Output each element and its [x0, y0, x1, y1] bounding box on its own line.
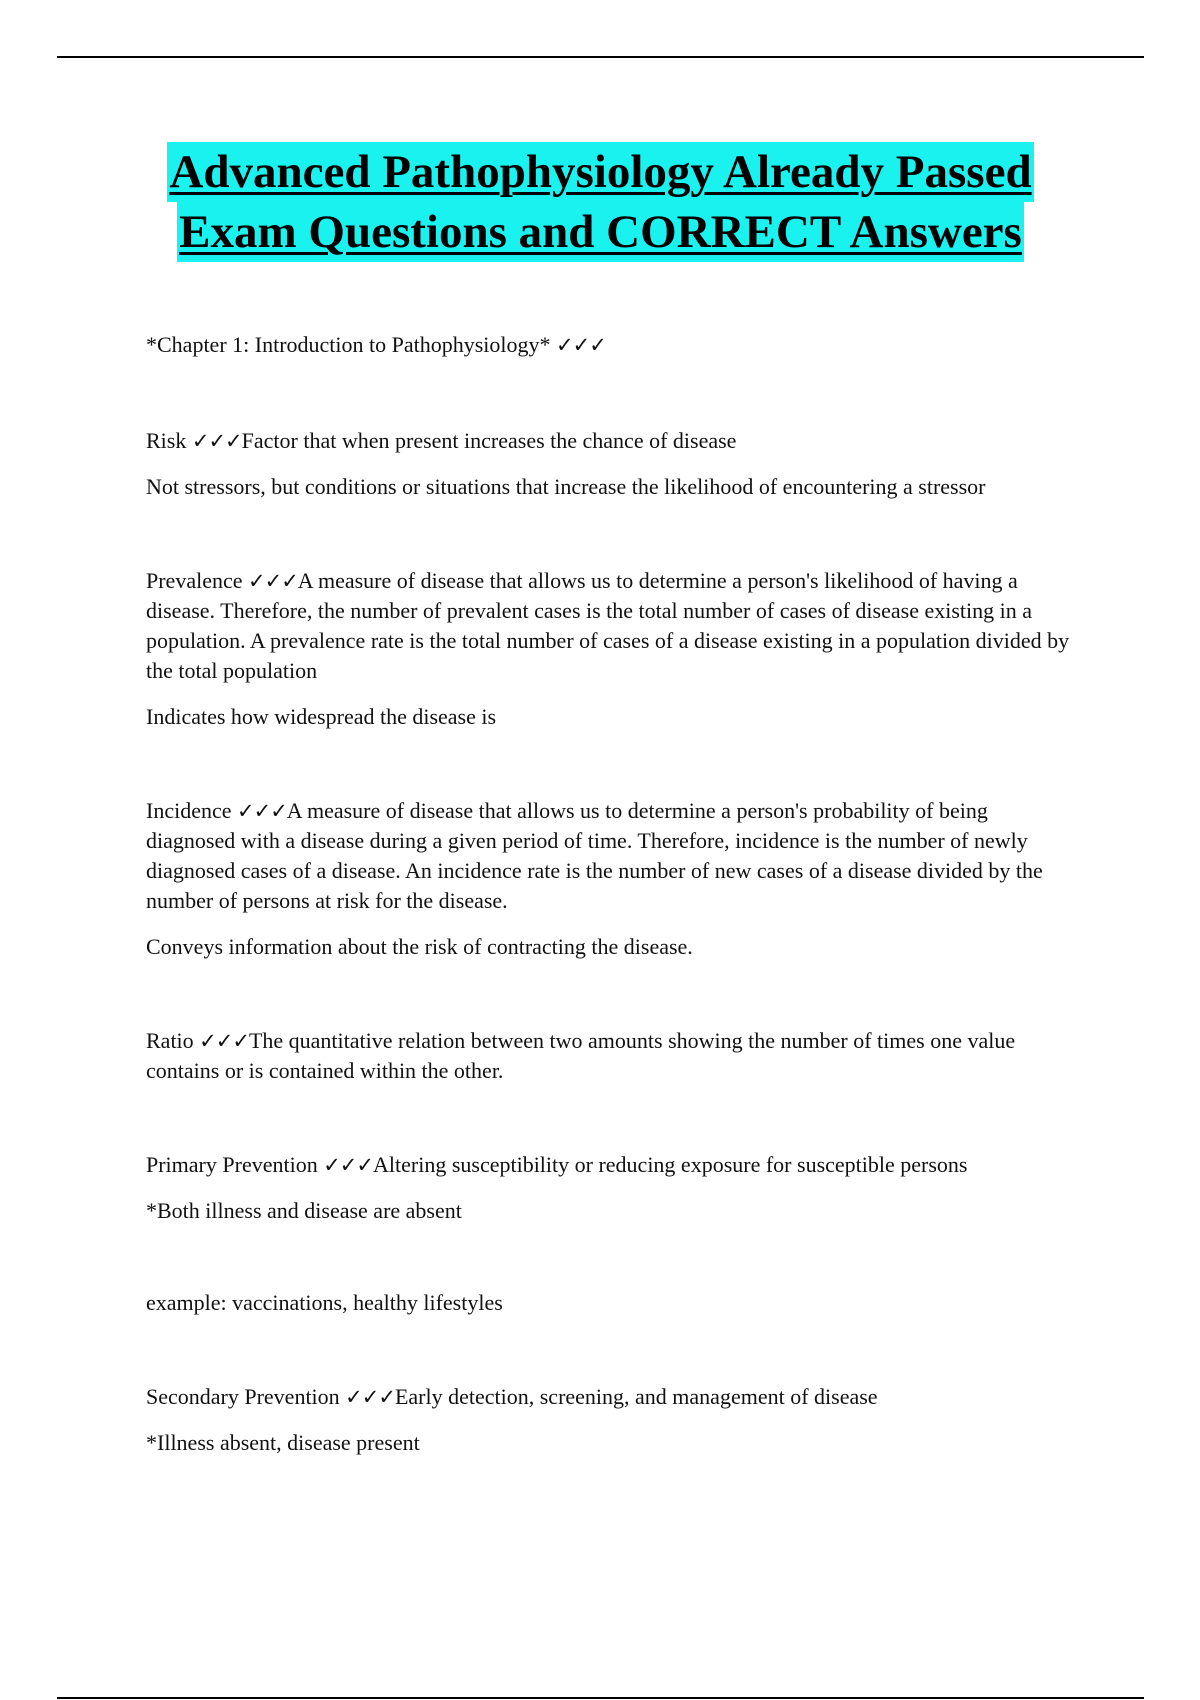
document-body [146, 330, 1076, 1522]
entry-note: *Both illness and disease are absent [146, 1198, 462, 1223]
entry-term: Secondary Prevention [146, 1384, 346, 1409]
title-line-1: Advanced Pathophysiology Already Passed [167, 142, 1033, 202]
entry-note: Not stressors, but conditions or situations that increase the likelihood of encountering a stressor [146, 474, 986, 499]
entry-note: Conveys information about the risk of contracting the disease. [146, 934, 693, 959]
entry-term-line [146, 1382, 1076, 1412]
entry-ratio [146, 1026, 1076, 1086]
entry-term: Risk [146, 428, 192, 453]
entry-secondary-prevention [146, 1382, 1076, 1458]
entry-definition: The quantitative relation between two amounts showing the number of times one value contains or is contained within the other. [146, 1028, 1016, 1083]
entry-primary-prevention [146, 1150, 1076, 1318]
entry-note: Indicates how widespread the disease is [146, 704, 497, 729]
entry-term-line [146, 566, 1076, 686]
checkmarks-icon: ✓✓✓ [345, 1385, 395, 1409]
chapter-heading [146, 330, 1076, 360]
checkmarks-icon: ✓✓✓ [199, 1029, 249, 1053]
checkmarks-icon: ✓✓✓ [191, 429, 242, 453]
entry-note: example: vaccinations, healthy lifestyles [146, 1290, 503, 1315]
title-line-2: Exam Questions and CORRECT Answers [177, 202, 1024, 262]
top-rule [57, 56, 1144, 58]
entry-definition: Early detection, screening, and management of disease [394, 1384, 878, 1409]
entry-incidence [146, 796, 1076, 962]
checkmarks-icon: ✓✓✓ [323, 1153, 373, 1177]
entry-term: Ratio [146, 1028, 200, 1053]
bottom-rule [57, 1697, 1144, 1699]
entry-term: Incidence [146, 798, 237, 823]
entry-definition: Factor that when present increases the chance of disease [241, 428, 737, 453]
checkmarks-icon: ✓✓✓ [237, 799, 287, 823]
entry-note: *Illness absent, disease present [146, 1430, 420, 1455]
entry-term: Primary Prevention [146, 1152, 324, 1177]
entry-term-line [146, 1026, 1076, 1086]
entry-definition: A measure of disease that allows us to determine a person's likelihood of having a disease. Therefore, the number of prevalent cases is the total number of cases of disease existing in a population. A prevalence rate is the total number of cases of a disease existing in a population divided by the total population [146, 568, 1070, 683]
entry-prevalence [146, 566, 1076, 732]
entry-definition: A measure of disease that allows us to determine a person's probability of being diagnosed with a disease during a given period of time. Therefore, incidence is the number of newly diagnosed cases of a disease. An incidence rate is the number of new cases of a disease divided by the number of persons at risk for the disease. [146, 798, 1043, 913]
checkmarks-icon: ✓✓✓ [248, 569, 298, 593]
entry-term-line [146, 796, 1076, 916]
entry-definition: Altering susceptibility or reducing exposure for susceptible persons [373, 1152, 968, 1177]
checkmarks-icon: ✓✓✓ [556, 333, 606, 357]
entry-term: Prevalence [146, 568, 248, 593]
document-title [57, 142, 1144, 262]
chapter-heading-text: *Chapter 1: Introduction to Pathophysiology* [146, 332, 557, 357]
entry-term-line [146, 426, 1076, 456]
entry-term-line [146, 1150, 1076, 1180]
entry-risk [146, 426, 1076, 502]
